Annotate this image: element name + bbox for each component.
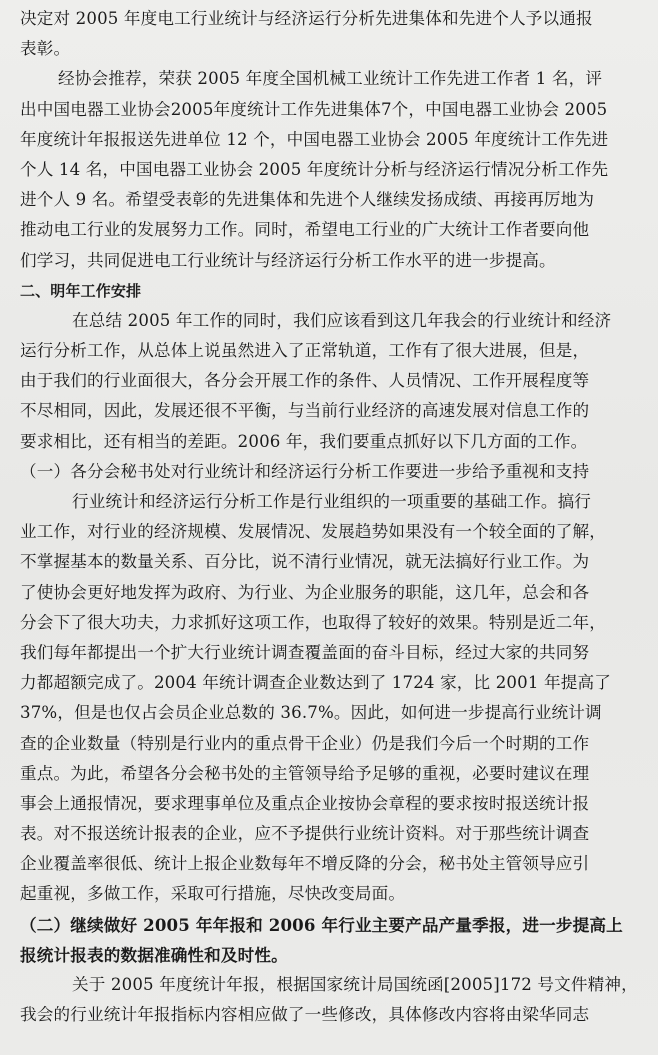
subsection-heading: （一）各分会秘书处对行业统计和经济运行分析工作要进一步给予重视和支持 bbox=[20, 461, 590, 481]
text-line: 37%，但是也仅占会员企业总数的 36.7%。因此，如何进一步提高行业统计调 bbox=[20, 703, 602, 723]
text-line: 了使协会更好地发挥为政府、为行业、为企业服务的职能，这几年，总会和各 bbox=[20, 582, 590, 602]
text-line: 业工作，对行业的经济规模、发展情况、发展趋势如果没有一个较全面的了解， bbox=[20, 522, 607, 542]
text-line: 我会的行业统计年报指标内容相应做了一些修改，具体修改内容将由梁华同志 bbox=[20, 1005, 590, 1025]
subsection-heading-cont: 报统计报表的数据准确性和及时性。 bbox=[20, 944, 288, 965]
paragraph-start: 关于 2005 年度统计年报，根据国家统计局国统函[2005]172 号文件精神， bbox=[72, 975, 638, 994]
text-line: 表彰。 bbox=[20, 39, 71, 59]
subsection-heading: （二）继续做好 2005 年年报和 2006 年行业主要产品产量季报，进一步提高上 bbox=[20, 914, 623, 935]
text-line: 进个人 9 名。希望受表彰的先进集体和先进个人继续发扬成绩、再接再厉地为 bbox=[20, 190, 595, 210]
text-line: 不掌握基本的数量关系、百分比，说不清行业情况，就无法搞好行业工作。为 bbox=[20, 552, 590, 572]
text-line: 事会上通报情况，要求理事单位及重点企业按协会章程的要求按时报送统计报 bbox=[20, 793, 590, 813]
text-line: 表。对不报送统计报表的企业，应不予提供行业统计资料。对于那些统计调查 bbox=[20, 824, 590, 844]
section-heading: 二、明年工作安排 bbox=[20, 281, 142, 300]
text-line: 个人 14 名，中国电器工业协会 2005 年度统计分析与经济运行情况分析工作先 bbox=[20, 159, 609, 179]
text-line: 我们每年都提出一个扩大行业统计调查覆盖面的奋斗目标，经过大家的共同努 bbox=[20, 642, 590, 662]
text-line: 企业覆盖率很低、统计上报企业数每年不增反降的分会，秘书处主管领导应引 bbox=[20, 854, 590, 874]
text-line: 要求相比，还有相当的差距。2006 年，我们要重点抓好以下几方面的工作。 bbox=[20, 431, 588, 451]
text-line: 起重视，多做工作，采取可行措施，尽快改变局面。 bbox=[20, 884, 406, 904]
text-line: 查的企业数量（特别是行业内的重点骨干企业）仍是我们今后一个时期的工作 bbox=[20, 733, 590, 753]
text-line: 运行分析工作，从总体上说虽然进入了正常轨道，工作有了很大进展，但是， bbox=[20, 341, 590, 361]
text-line: 出中国电器工业协会2005年度统计工作先进集体7个，中国电器工业协会 2005 bbox=[20, 99, 608, 119]
text-line: 分会下了很大功夫，力求抓好这项工作，也取得了较好的效果。特别是近二年， bbox=[20, 612, 607, 632]
paragraph-start: 经协会推荐，荣获 2005 年度全国机械工业统计工作先进工作者 1 名，评 bbox=[58, 69, 603, 89]
text-line: 年度统计年报报送先进单位 12 个，中国电器工业协会 2005 年度统计工作先进 bbox=[20, 129, 609, 149]
paragraph-start: 行业统计和经济运行分析工作是行业组织的一项重要的基础工作。搞行 bbox=[72, 492, 592, 511]
text-line: 不尽相同，因此，发展还很不平衡，与当前行业经济的高速发展对信息工作的 bbox=[20, 401, 590, 421]
text-line: 由于我们的行业面很大，各分会开展工作的条件、人员情况、工作开展程度等 bbox=[20, 371, 590, 391]
text-line: 决定对 2005 年度电工行业统计与经济运行分析先进集体和先进个人予以通报 bbox=[20, 9, 593, 28]
text-line: 重点。为此，希望各分会秘书处的主管领导给予足够的重视，必要时建议在理 bbox=[20, 763, 590, 783]
text-line: 们学习，共同促进电工行业统计与经济运行分析工作水平的进一步提高。 bbox=[20, 250, 556, 270]
paragraph-start: 在总结 2005 年工作的同时，我们应该看到这几年我会的行业统计和经济 bbox=[72, 310, 612, 330]
text-line: 推动电工行业的发展努力工作。同时，希望电工行业的广大统计工作者要向他 bbox=[20, 220, 590, 240]
text-line: 力都超额完成了。2004 年统计调查企业数达到了 1724 家，比 2001 年提高了 bbox=[20, 673, 611, 693]
